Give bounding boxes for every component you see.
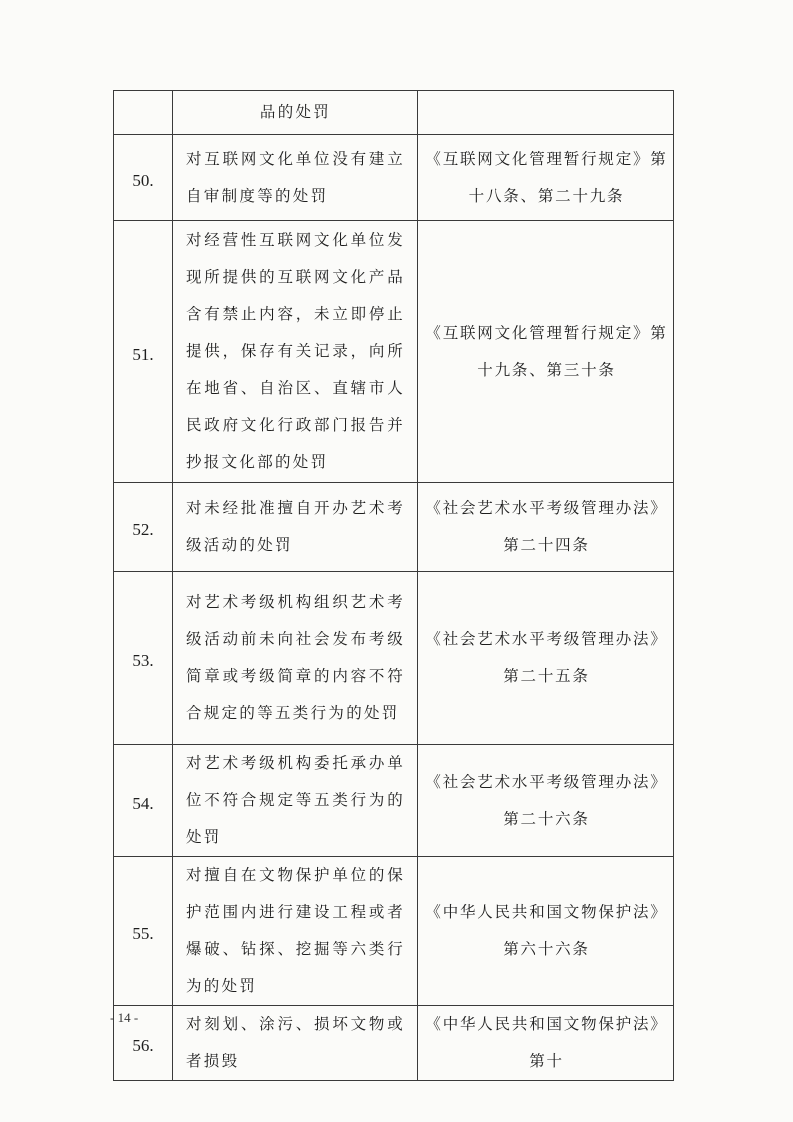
table-row <box>114 483 674 572</box>
penalty-description: 对艺术考级机构组织艺术考级活动前未向社会发布考级简章或考级简章的内容不符合规定的等五类行为的处罚 <box>173 572 418 745</box>
legal-basis: 《社会艺术水平考级管理办法》第二十五条 <box>418 572 674 745</box>
legal-basis: 《社会艺术水平考级管理办法》第二十四条 <box>418 483 674 572</box>
row-number: 52. <box>114 483 173 572</box>
penalty-description: 对擅自在文物保护单位的保护范围内进行建设工程或者爆破、钻探、挖掘等六类行为的处罚 <box>173 857 418 1006</box>
table-row <box>114 135 674 221</box>
penalty-description: 对刻划、涂污、损坏文物或者损毁 <box>173 1006 418 1081</box>
table-row <box>114 221 674 483</box>
penalty-description: 对艺术考级机构委托承办单位不符合规定等五类行为的处罚 <box>173 745 418 857</box>
table-row <box>114 1006 674 1081</box>
penalty-description: 对互联网文化单位没有建立自审制度等的处罚 <box>173 135 418 221</box>
row-number <box>114 91 173 135</box>
regulation-table <box>113 90 674 1081</box>
row-number: 51. <box>114 221 173 483</box>
row-number: 56. <box>114 1006 173 1081</box>
row-number: 53. <box>114 572 173 745</box>
penalty-description: 对未经批准擅自开办艺术考级活动的处罚 <box>173 483 418 572</box>
table-row <box>114 745 674 857</box>
legal-basis: 《中华人民共和国文物保护法》第六十六条 <box>418 857 674 1006</box>
legal-basis: 《中华人民共和国文物保护法》第十 <box>418 1006 674 1081</box>
legal-basis: 《互联网文化管理暂行规定》第十八条、第二十九条 <box>418 135 674 221</box>
penalty-description: 品的处罚 <box>173 91 418 135</box>
table-row <box>114 857 674 1006</box>
table-row <box>114 572 674 745</box>
row-number: 54. <box>114 745 173 857</box>
row-number: 55. <box>114 857 173 1006</box>
page-number: - 14 - <box>110 1010 139 1025</box>
legal-basis <box>418 91 674 135</box>
penalty-description: 对经营性互联网文化单位发现所提供的互联网文化产品含有禁止内容，未立即停止提供，保存有关记录，向所在地省、自治区、直辖市人民政府文化行政部门报告并抄报文化部的处罚 <box>173 221 418 483</box>
table-row <box>114 91 674 135</box>
legal-basis: 《社会艺术水平考级管理办法》第二十六条 <box>418 745 674 857</box>
row-number: 50. <box>114 135 173 221</box>
legal-basis: 《互联网文化管理暂行规定》第十九条、第三十条 <box>418 221 674 483</box>
